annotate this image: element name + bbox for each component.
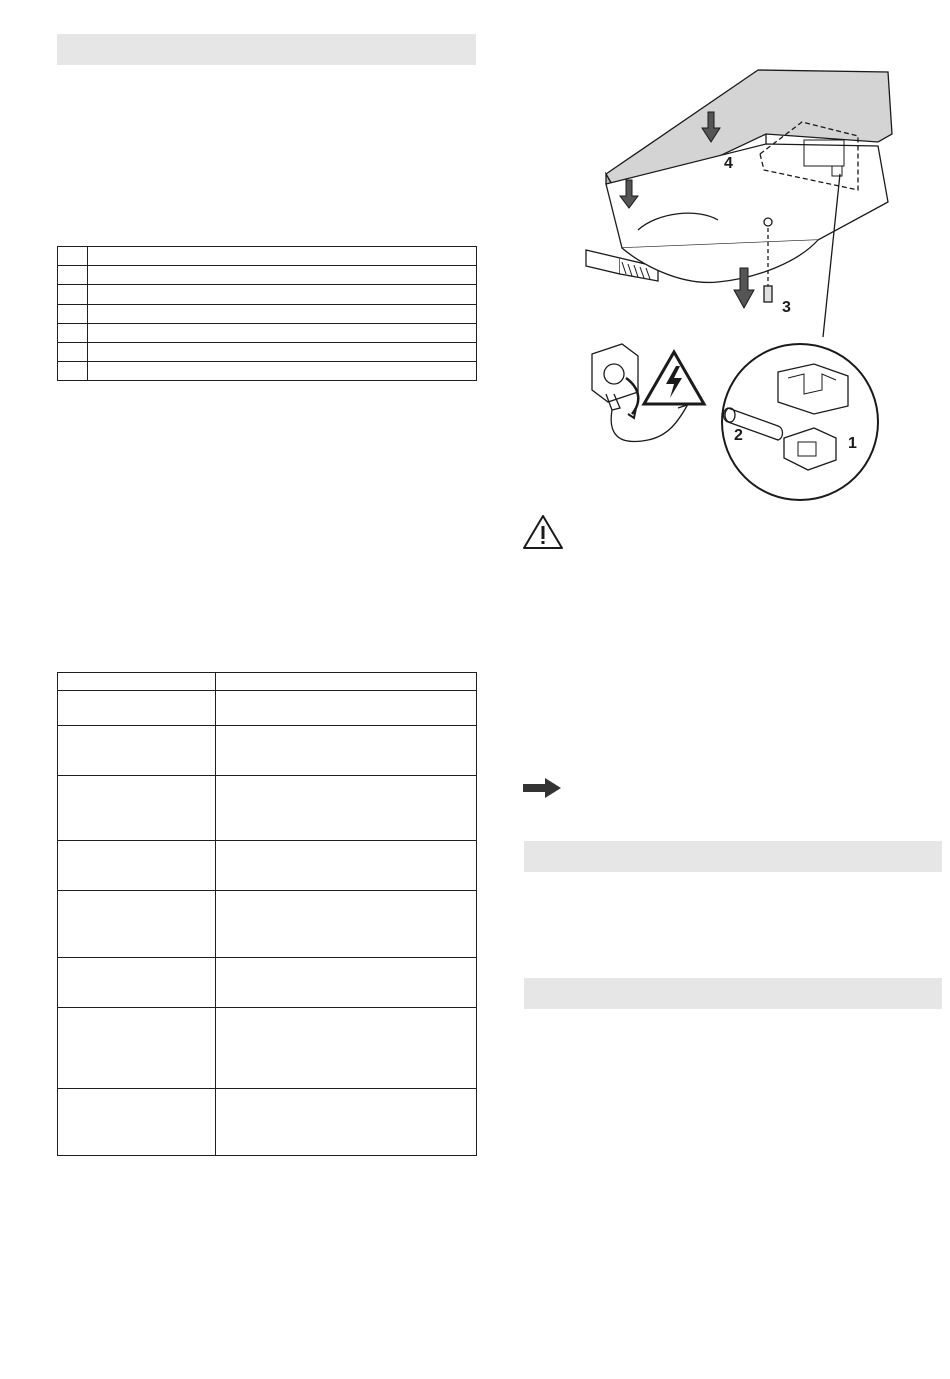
table-row (58, 343, 477, 362)
parts-table (57, 246, 477, 381)
table-row (58, 891, 477, 958)
table-row (58, 776, 477, 841)
warning-triangle-icon (522, 514, 564, 550)
table-row (58, 958, 477, 1008)
callout-3: 3 (782, 299, 791, 316)
table-row (58, 247, 477, 266)
callout-1: 1 (848, 435, 857, 452)
table-row (58, 1008, 477, 1089)
table-row (58, 285, 477, 305)
section-heading-band-3 (524, 978, 942, 1009)
table-row (58, 324, 477, 343)
fault-table (57, 672, 477, 1156)
table-row (58, 726, 477, 776)
section-heading-band-2 (524, 841, 942, 872)
table-row (58, 691, 477, 726)
fuse-replacement-illustration (578, 62, 950, 502)
callout-2: 2 (734, 427, 743, 444)
table-row (58, 266, 477, 285)
table-row (58, 841, 477, 891)
section-heading-band-1 (57, 34, 476, 65)
table-row (58, 362, 477, 381)
high-voltage-icon (644, 352, 704, 404)
table-row (58, 1089, 477, 1156)
arrow-right-icon (523, 778, 561, 798)
callout-4: 4 (724, 155, 733, 172)
table-header-row (58, 673, 477, 691)
table-row (58, 305, 477, 324)
